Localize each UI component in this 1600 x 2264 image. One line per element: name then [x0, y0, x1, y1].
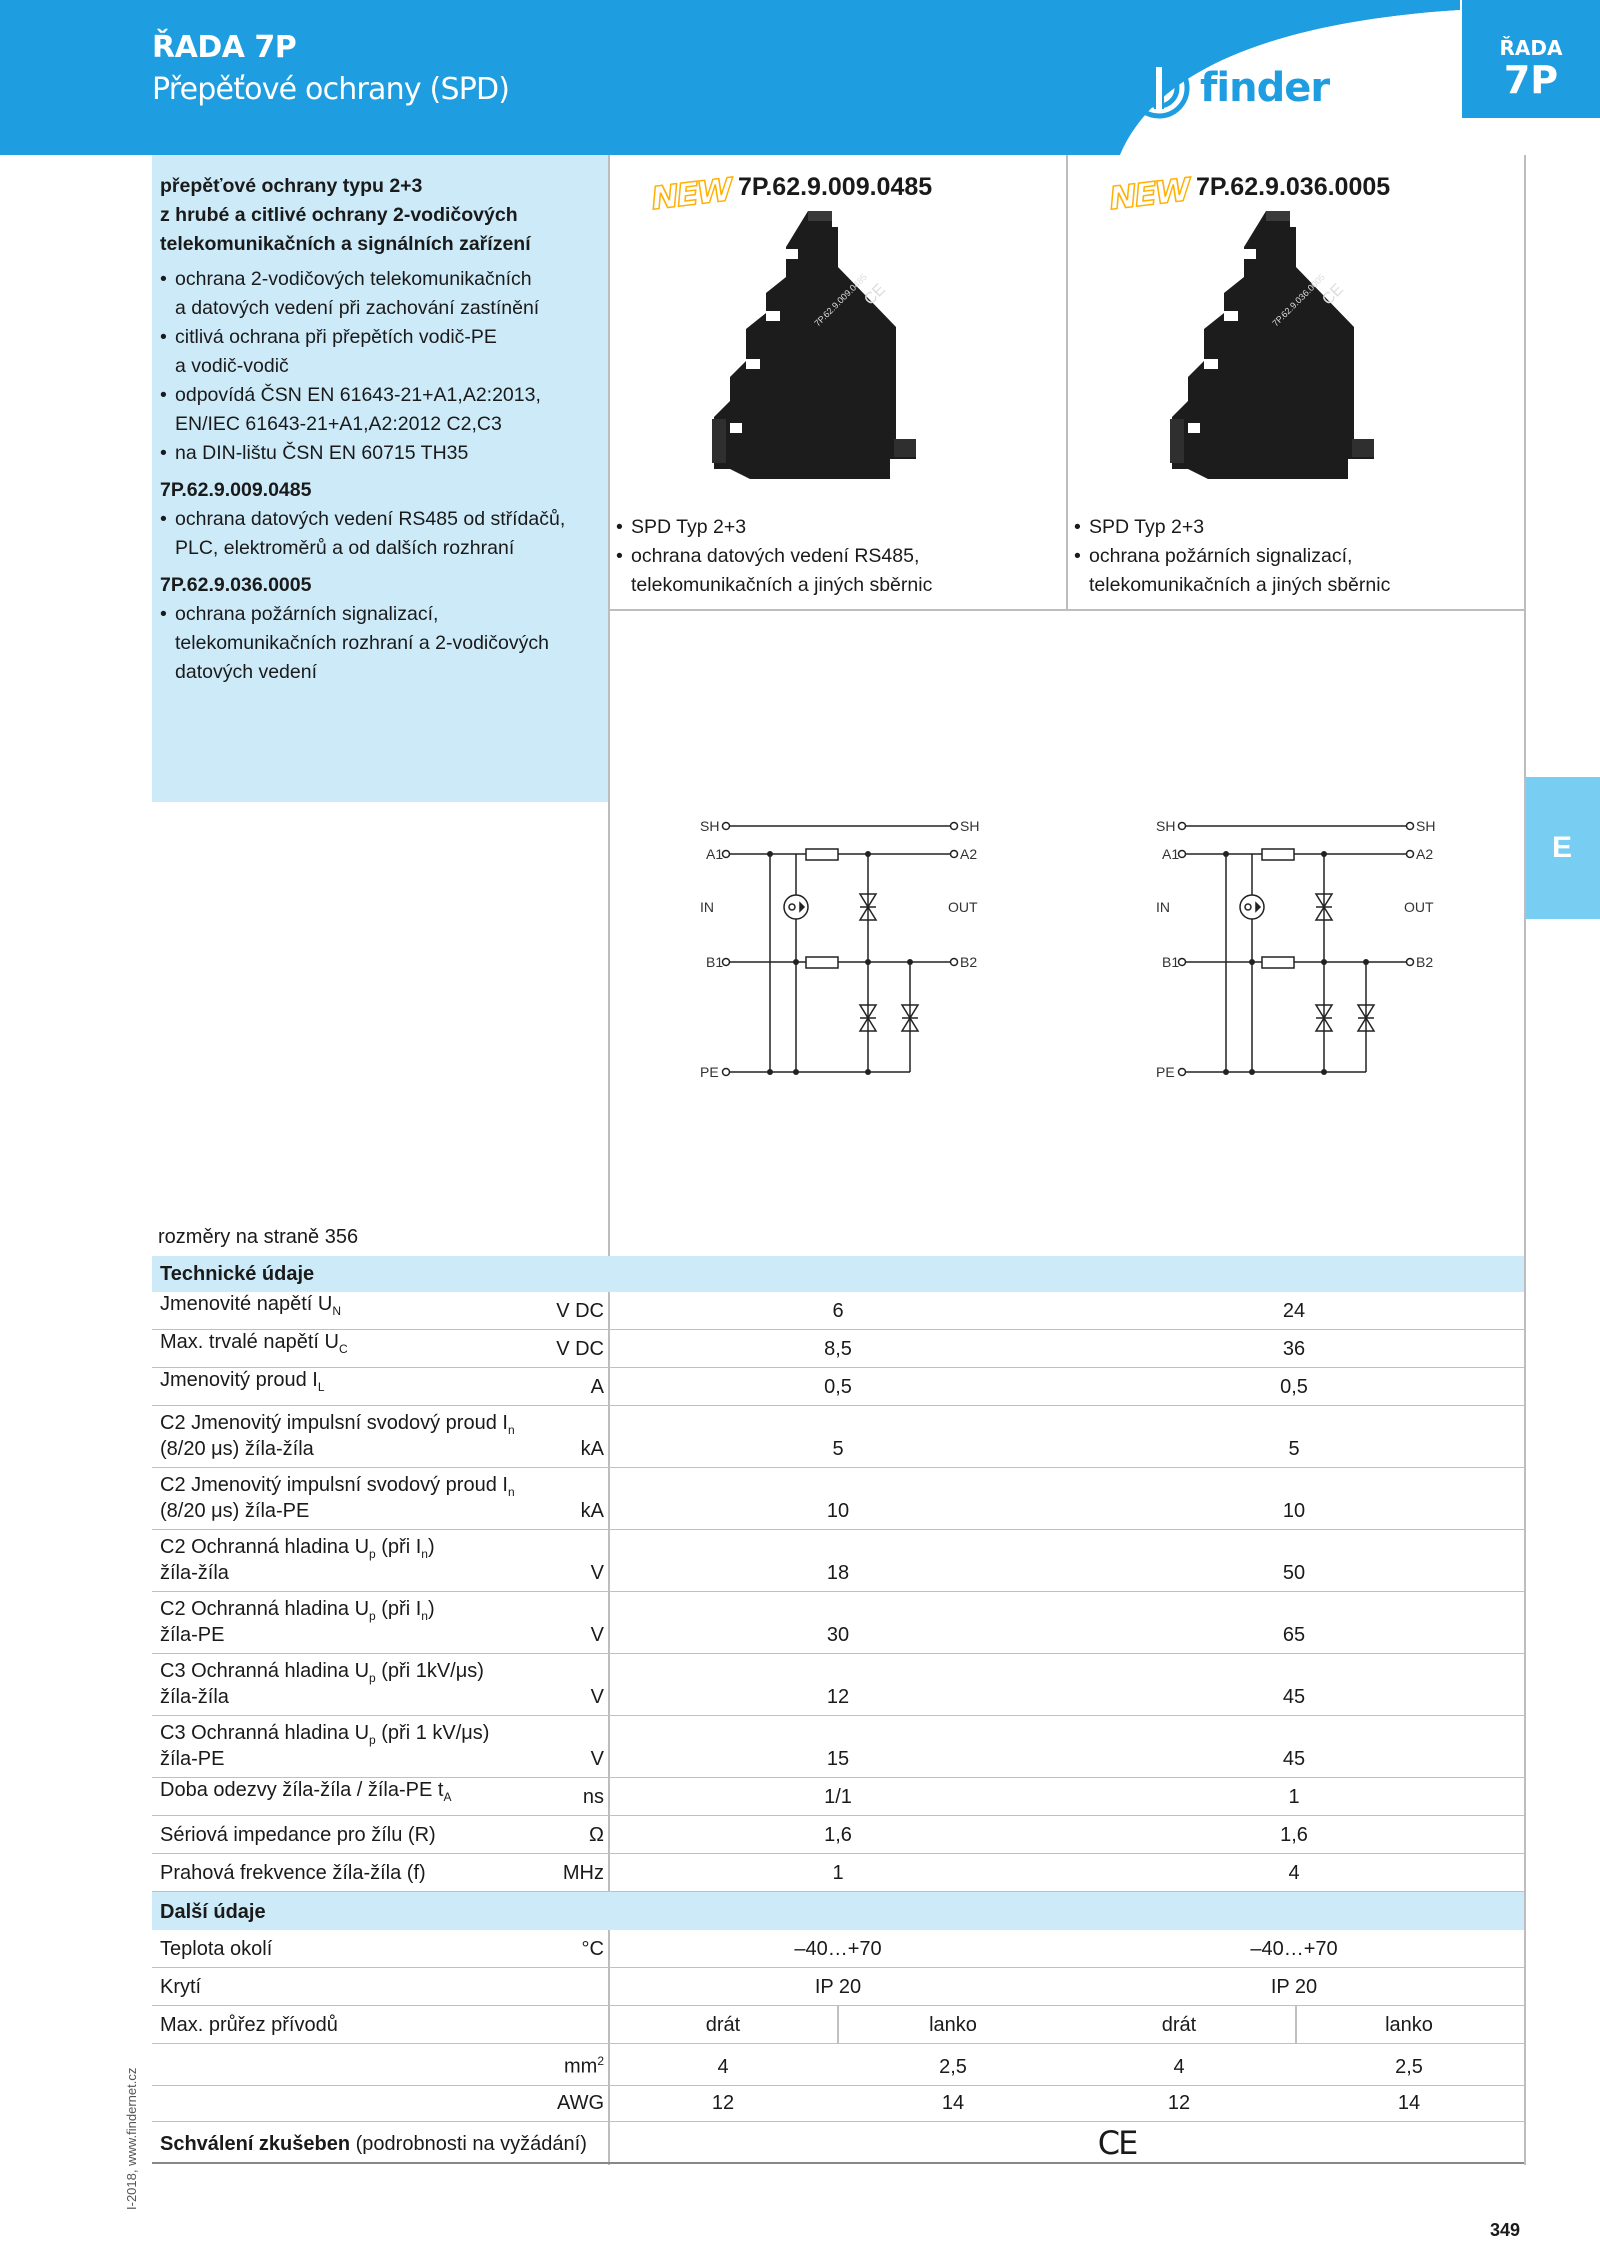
product-code: 7P.62.9.036.0005	[160, 574, 312, 596]
row-value-2: 4	[1288, 1862, 1300, 1884]
row-label-line2: žíla-žíla	[160, 1686, 229, 1708]
row-value-2: 45	[1282, 1686, 1306, 1708]
description-heading: telekomunikačních a signálních zařízení	[160, 233, 531, 255]
row-label: C2 Ochranná hladina $U_p$ (při $I_n$)	[160, 1536, 435, 1561]
table-row	[152, 1330, 1524, 1368]
ce-mark-icon: CE	[1097, 2124, 1137, 2162]
row-label-line2: (8/20 μs) žíla-žíla	[160, 1438, 314, 1460]
row-unit: V	[590, 1562, 604, 1584]
list-item-cont: telekomunikačních a jiných sběrnic	[1089, 574, 1391, 596]
wire-value: 12	[711, 2092, 735, 2114]
terminal-label: A1	[1162, 846, 1180, 862]
row-label: Schválení zkušeben (podrobnosti na vyžádání)	[160, 2133, 587, 2155]
list-item: • ochrana datových vedení RS485 od střídačů,	[160, 505, 600, 534]
table-row	[152, 1816, 1524, 1854]
product-code: 7P.62.9.009.0485	[738, 173, 933, 201]
list-item: • SPD Typ 2+3	[1074, 513, 1514, 542]
product-column-1	[610, 155, 1066, 610]
table-row	[152, 2122, 1524, 2164]
row-value-2: 1	[1288, 1786, 1300, 1808]
row-value-1: 5	[832, 1438, 844, 1460]
section-title: Technické údaje	[160, 1263, 315, 1285]
row-unit: Ω	[589, 1824, 604, 1846]
page-header	[0, 0, 1600, 155]
row-label: Jmenovité napětí $U_N$	[160, 1293, 341, 1318]
table-row	[152, 1368, 1524, 1406]
finder-logo	[1128, 52, 1368, 124]
row-label-line2: žíla-PE	[160, 1624, 225, 1646]
table-row	[152, 2044, 1524, 2086]
wire-type: drát	[1161, 2014, 1197, 2036]
row-value-1: 10	[826, 1500, 850, 1522]
row-value-1: 30	[826, 1624, 850, 1646]
row-label-line2: žíla-žíla	[160, 1562, 229, 1584]
list-item: • ochrana 2-vodičových telekomunikačních	[160, 265, 600, 294]
wire-type: drát	[705, 2014, 741, 2036]
row-value-1: 1,6	[824, 1824, 852, 1846]
row-label: C2 Ochranná hladina $U_p$ (při $I_n$)	[160, 1598, 435, 1623]
row-label: Max. trvalé napětí $U_C$	[160, 1331, 348, 1356]
wire-value: 12	[1167, 2092, 1191, 2114]
row-unit: V DC	[556, 1338, 604, 1360]
terminal-label: SH	[1156, 818, 1176, 834]
table-row	[152, 1292, 1524, 1330]
list-item: • odpovídá ČSN EN 61643-21+A1,A2:2013,	[160, 381, 600, 410]
new-badge: NEW	[1107, 170, 1191, 218]
wiring-diagram-2	[1156, 808, 1446, 1098]
row-value-2: 0,5	[1280, 1376, 1308, 1398]
product-code: 7P.62.9.009.0485	[160, 479, 312, 501]
list-item-cont: EN/IEC 61643-21+A1,A2:2012 C2,C3	[175, 413, 502, 435]
row-unit: MHz	[562, 1862, 604, 1884]
row-label: Max. průřez přívodů	[160, 2014, 338, 2036]
list-item-cont: a vodič-vodič	[175, 355, 289, 377]
terminal-label: OUT	[1404, 899, 1434, 915]
terminal-label: A2	[960, 846, 978, 862]
terminal-label: PE	[1156, 1064, 1175, 1080]
table-row	[152, 1654, 1524, 1716]
wire-value: 14	[1397, 2092, 1421, 2114]
row-unit: A	[590, 1376, 604, 1398]
terminal-label: SH	[700, 818, 720, 834]
row-value-1: 1/1	[824, 1786, 852, 1808]
row-value-1: 1	[832, 1862, 844, 1884]
row-unit: V DC	[556, 1300, 604, 1322]
row-unit: kA	[580, 1500, 604, 1522]
list-item-cont: telekomunikačních a jiných sběrnic	[631, 574, 933, 596]
row-label: C3 Ochranná hladina $U_p$ (při 1kV/μs)	[160, 1660, 484, 1685]
feature-list	[160, 600, 600, 687]
list-item: • citlivá ochrana při přepětích vodič-PE	[160, 323, 600, 352]
product-photo	[710, 207, 930, 479]
row-value-2: 45	[1282, 1748, 1306, 1770]
list-item: • ochrana požárních signalizací,	[160, 600, 600, 629]
row-label: Jmenovitý proud $I_L$	[160, 1369, 325, 1394]
list-item-cont: a datových vedení při zachování zastínění	[175, 297, 540, 319]
table-row	[152, 1854, 1524, 1892]
table-row	[152, 2086, 1524, 2122]
section-header-technical	[152, 1256, 1524, 1292]
dimensions-note: rozměry na straně 356	[158, 1226, 359, 1248]
row-label: Prahová frekvence žíla-žíla (f)	[160, 1862, 426, 1884]
page-number: 349	[1490, 2220, 1521, 2240]
row-value-1: 8,5	[824, 1338, 852, 1360]
row-value-2: –40…+70	[1250, 1938, 1338, 1960]
product-label: 7P.62.9.009.0485	[812, 271, 869, 329]
row-value-1: 0,5	[824, 1376, 852, 1398]
terminal-label: B2	[1416, 954, 1434, 970]
product-label: 7P.62.9.036.0005	[1270, 271, 1327, 329]
product-bullets	[616, 513, 1056, 600]
table-row	[152, 2006, 1524, 2044]
section-tab-e[interactable]: E	[1524, 777, 1600, 919]
list-item: • na DIN-lištu ČSN EN 60715 TH35	[160, 439, 600, 468]
list-item-cont: telekomunikačních rozhraní a 2-vodičových	[175, 632, 549, 654]
row-label: Sériová impedance pro žílu (R)	[160, 1824, 436, 1846]
terminal-label: IN	[700, 899, 714, 915]
row-value-2: 50	[1282, 1562, 1306, 1584]
row-label-line2: (8/20 μs) žíla-PE	[160, 1500, 310, 1522]
product-column-2	[1068, 155, 1524, 610]
table-row	[152, 1406, 1524, 1468]
row-value-2: 36	[1282, 1338, 1306, 1360]
row-label: C2 Jmenovitý impulsní svodový proud $I_n$	[160, 1412, 515, 1437]
footer-side-text: I-2018, www.findernet.cz	[124, 2067, 139, 2210]
table-row	[152, 1968, 1524, 2006]
table-row	[152, 1778, 1524, 1816]
terminal-label: IN	[1156, 899, 1170, 915]
row-value-2: 1,6	[1280, 1824, 1308, 1846]
row-unit: V	[590, 1748, 604, 1770]
terminal-label: B1	[1162, 954, 1180, 970]
feature-list	[160, 505, 600, 563]
wire-value: 2,5	[939, 2056, 967, 2078]
terminal-label: A2	[1416, 846, 1434, 862]
row-value-2: 24	[1282, 1300, 1306, 1322]
terminal-label: B2	[960, 954, 978, 970]
section-header-other	[152, 1892, 1524, 1930]
wire-value: 2,5	[1395, 2056, 1423, 2078]
row-value-1: IP 20	[814, 1976, 862, 1998]
wiring-diagram-1	[700, 808, 990, 1098]
row-unit: V	[590, 1624, 604, 1646]
table-row	[152, 1530, 1524, 1592]
terminal-label: SH	[1416, 818, 1436, 834]
product-bullets	[1074, 513, 1514, 600]
row-value-1: –40…+70	[794, 1938, 882, 1960]
terminal-label: OUT	[948, 899, 978, 915]
list-item: • ochrana datových vedení RS485,	[616, 542, 1056, 571]
row-unit: kA	[580, 1438, 604, 1460]
series-label: ŘADA	[1499, 36, 1563, 60]
wire-value: 14	[941, 2092, 965, 2114]
row-label: Krytí	[160, 1976, 202, 1998]
row-unit: AWG	[556, 2092, 604, 2114]
finder-logo-text: finder	[1200, 65, 1330, 111]
terminal-label: A1	[706, 846, 724, 862]
row-label-line2: žíla-PE	[160, 1748, 225, 1770]
series-code: 7P	[1503, 58, 1559, 102]
row-label: C2 Jmenovitý impulsní svodový proud $I_n$	[160, 1474, 515, 1499]
wire-value: 4	[717, 2056, 729, 2078]
list-item-cont: datových vedení	[175, 661, 318, 683]
row-value-2: IP 20	[1270, 1976, 1318, 1998]
wire-type: lanko	[929, 2014, 977, 2036]
table-row	[152, 1716, 1524, 1778]
row-value-2: 65	[1282, 1624, 1306, 1646]
product-photo	[1168, 207, 1388, 479]
page-title: ŘADA 7P	[152, 30, 297, 65]
product-code: 7P.62.9.036.0005	[1196, 173, 1391, 201]
list-item: • ochrana požárních signalizací,	[1074, 542, 1514, 571]
description-heading: přepěťové ochrany typu 2+3	[160, 175, 423, 197]
ce-mark-small: CE	[861, 280, 889, 309]
description-heading: z hrubé a citlivé ochrany 2-vodičových	[160, 204, 518, 226]
row-value-1: 15	[826, 1748, 850, 1770]
wire-value: 4	[1173, 2056, 1185, 2078]
row-label: C3 Ochranná hladina $U_p$ (při 1 kV/μs)	[160, 1722, 490, 1747]
finder-logo-icon	[1128, 57, 1190, 119]
page-subtitle: Přepěťové ochrany (SPD)	[152, 72, 510, 107]
terminal-label: PE	[700, 1064, 719, 1080]
row-value-2: 5	[1288, 1438, 1300, 1460]
table-row	[152, 1468, 1524, 1530]
row-label: Teplota okolí	[160, 1938, 273, 1960]
row-value-1: 18	[826, 1562, 850, 1584]
row-value-1: 12	[826, 1686, 850, 1708]
ce-mark-small: CE	[1319, 280, 1347, 309]
row-unit: ns	[582, 1786, 604, 1808]
row-value-1: 6	[832, 1300, 844, 1322]
row-unit: $mm^2$	[563, 2054, 604, 2078]
list-item-cont: PLC, elektroměrů a od dalších rozhraní	[175, 537, 515, 559]
terminal-label: SH	[960, 818, 980, 834]
column-divider	[1524, 155, 1526, 2165]
table-row	[152, 1592, 1524, 1654]
wire-type: lanko	[1385, 2014, 1433, 2036]
description	[160, 172, 600, 687]
row-unit: °C	[581, 1938, 604, 1960]
list-item: • SPD Typ 2+3	[616, 513, 1056, 542]
table-row	[152, 1930, 1524, 1968]
row-unit: V	[590, 1686, 604, 1708]
terminal-label: B1	[706, 954, 724, 970]
series-box	[1462, 0, 1600, 118]
row-label: Doba odezvy žíla-žíla / žíla-PE $t_A$	[160, 1779, 452, 1804]
feature-list	[160, 265, 600, 468]
row-value-2: 10	[1282, 1500, 1306, 1522]
new-badge: NEW	[649, 170, 733, 218]
section-title: Další údaje	[160, 1901, 266, 1923]
